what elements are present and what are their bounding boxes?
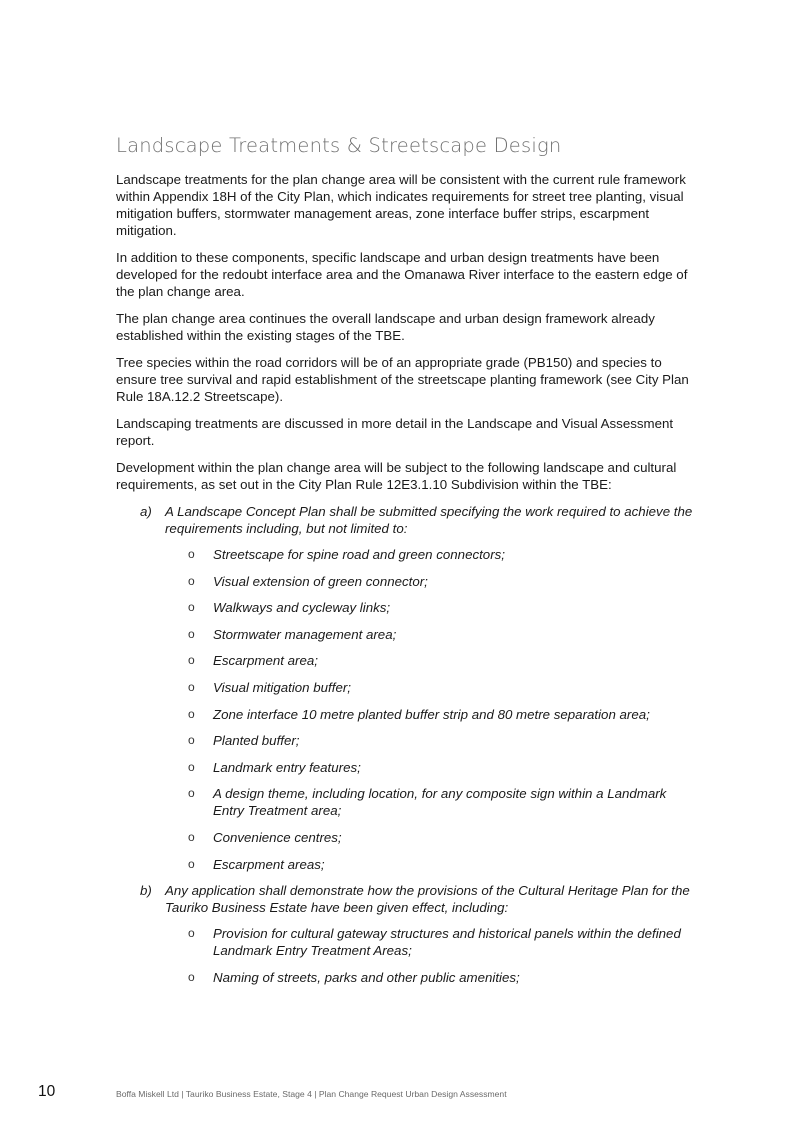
list-item-text: Provision for cultural gateway structures and historical panels within the defined Landmark Entry Treatment Areas; <box>213 926 681 959</box>
sub-list-a <box>116 546 696 873</box>
paragraph: Tree species within the road corridors will be of an appropriate grade (PB150) and species to ensure tree survival and rapid establishment of the streetscape planting framework (see City Plan Rule 18A.12.2 Streetscape). <box>116 355 689 404</box>
bullet-icon: o <box>188 786 195 801</box>
paragraph: Landscape treatments for the plan change area will be consistent with the current rule framework within Appendix 18H of the City Plan, which indicates requirements for street tree planting, visual mitigation buffers, stormwater management areas, zone interface buffer strips, escarpment mitigation. <box>116 172 686 238</box>
list-item-a-text: A Landscape Concept Plan shall be submitted specifying the work required to achieve the requirements including, but not limited to: <box>165 504 693 536</box>
list-marker-b: b) <box>140 883 152 899</box>
list-item <box>116 829 696 846</box>
list-item-b-text: Any application shall demonstrate how the provisions of the Cultural Heritage Plan for the Tauriko Business Estate have been given effect, including: <box>165 883 690 916</box>
bullet-icon: o <box>188 856 195 871</box>
list-item-text: Zone interface 10 metre planted buffer strip and 80 metre separation area; <box>213 706 650 722</box>
list-item <box>116 546 696 563</box>
list-item-text: Walkways and cycleway links; <box>213 600 391 616</box>
list-item-text: Visual mitigation buffer; <box>213 679 351 695</box>
list-item <box>116 732 696 749</box>
sub-list-b <box>116 925 696 986</box>
bullet-icon: o <box>188 573 195 588</box>
list-item-text: Landmark entry features; <box>213 759 361 775</box>
bullet-icon: o <box>188 969 195 984</box>
bullet-icon: o <box>188 547 195 561</box>
bullet-icon: o <box>188 759 195 774</box>
list-item <box>116 652 696 669</box>
list-item <box>116 626 696 643</box>
list-item <box>116 599 696 616</box>
list-item <box>116 785 696 819</box>
bullet-icon: o <box>188 626 195 641</box>
footer-text: Boffa Miskell Ltd | Tauriko Business Estate, Stage 4 | Plan Change Request Urban Design Assessment <box>116 1089 507 1099</box>
list-item <box>116 706 696 723</box>
paragraph: In addition to these components, specific landscape and urban design treatments have been developed for the redoubt interface area and the Omanawa River interface to the eastern edge of the plan change area. <box>116 250 688 299</box>
bullet-icon: o <box>188 600 195 615</box>
section-heading: Landscape Treatments & Streetscape Design <box>116 134 562 157</box>
body-text <box>116 171 696 995</box>
list-item-text: Streetscape for spine road and green connectors; <box>213 547 505 562</box>
list-item-text: Visual extension of green connector; <box>213 573 428 589</box>
list-item <box>116 759 696 776</box>
list-item-text: Naming of streets, parks and other public amenities; <box>213 969 520 985</box>
list-item <box>116 856 696 873</box>
list-item-text: Escarpment areas; <box>213 856 325 872</box>
list-item <box>116 969 696 986</box>
list-item-a <box>116 503 696 537</box>
page-number: 10 <box>38 1083 56 1100</box>
bullet-icon: o <box>188 733 195 748</box>
list-item <box>116 925 696 959</box>
paragraph: Development within the plan change area will be subject to the following landscape and cultural requirements, as set out in the City Plan Rule 12E3.1.10 Subdivision within the TBE: <box>116 460 677 492</box>
list-item-text: Escarpment area; <box>213 653 318 669</box>
list-item-text: A design theme, including location, for any composite sign within a Landmark Entry Treatment area; <box>213 786 667 819</box>
list-item <box>116 679 696 696</box>
list-marker-a: a) <box>140 504 152 519</box>
paragraph: Landscaping treatments are discussed in more detail in the Landscape and Visual Assessment report. <box>116 416 674 448</box>
bullet-icon: o <box>188 653 195 668</box>
list-item-text: Convenience centres; <box>213 829 342 845</box>
paragraph: The plan change area continues the overall landscape and urban design framework already established within the existing stages of the TBE. <box>116 311 655 343</box>
list-item <box>116 573 696 590</box>
bullet-icon: o <box>188 679 195 694</box>
list-item-text: Stormwater management area; <box>213 626 397 642</box>
list-item-text: Planted buffer; <box>213 733 300 749</box>
bullet-icon: o <box>188 829 195 844</box>
list-item-b <box>116 882 696 916</box>
bullet-icon: o <box>188 926 195 941</box>
bullet-icon: o <box>188 706 195 721</box>
